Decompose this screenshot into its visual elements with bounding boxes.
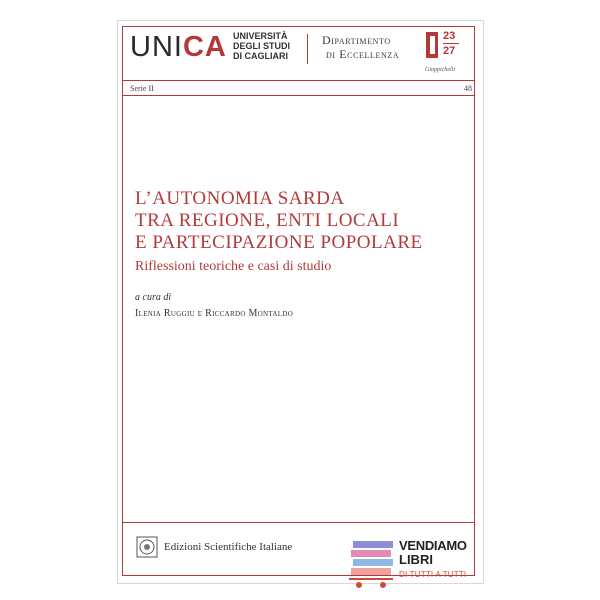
university-line-1: UNIVERSITÀ bbox=[233, 31, 288, 41]
university-name bbox=[233, 31, 290, 61]
title-line-1: L’AUTONOMIA SARDA bbox=[135, 188, 345, 209]
title-line-3: E PARTECIPAZIONE POPOLARE bbox=[135, 232, 423, 253]
publisher-seal-icon bbox=[136, 536, 158, 558]
series-divider bbox=[122, 95, 475, 96]
publisher-mark: Giappichelli bbox=[425, 67, 455, 73]
university-line-3: DI CAGLIARI bbox=[233, 51, 288, 61]
logo-prefix: UNI bbox=[130, 31, 183, 63]
publisher-name: Edizioni Scientifiche Italiane bbox=[164, 541, 293, 553]
unica-logo bbox=[130, 32, 227, 62]
cover-frame bbox=[122, 26, 475, 576]
edited-by-label: a cura di bbox=[135, 292, 172, 303]
university-line-2: DEGLI STUDI bbox=[233, 41, 291, 51]
department-line-2: di Eccellenza bbox=[326, 47, 400, 61]
years-divider bbox=[443, 43, 459, 44]
header-divider bbox=[122, 80, 475, 81]
watermark-line-1: VENDIAMO bbox=[399, 538, 467, 553]
footer-divider bbox=[122, 522, 475, 523]
watermark-tagline: DI TUTTI A TUTTI bbox=[399, 570, 467, 579]
book-title bbox=[135, 188, 423, 254]
volume-number: 48 bbox=[464, 84, 472, 93]
logo-suffix: CA bbox=[182, 31, 227, 63]
header-vertical-divider bbox=[307, 34, 308, 64]
years-top: 23 bbox=[443, 30, 456, 42]
series-label: Serie II bbox=[130, 84, 154, 93]
editors-names: Ilenia Ruggiu e Riccardo Montaldo bbox=[135, 308, 294, 319]
book-subtitle: Riflessioni teoriche e casi di studio bbox=[135, 259, 332, 274]
books-cart-icon bbox=[349, 533, 397, 591]
department-label bbox=[322, 33, 399, 61]
watermark-line-2: LIBRI bbox=[399, 552, 433, 567]
vendiamo-libri-watermark bbox=[349, 533, 494, 591]
title-line-2: TRA REGIONE, ENTI LOCALI bbox=[135, 210, 400, 231]
department-line-1: Dipartimento bbox=[322, 33, 391, 47]
years-label bbox=[443, 30, 459, 57]
excellence-mark-icon bbox=[426, 32, 438, 58]
years-bottom: 27 bbox=[443, 45, 456, 57]
